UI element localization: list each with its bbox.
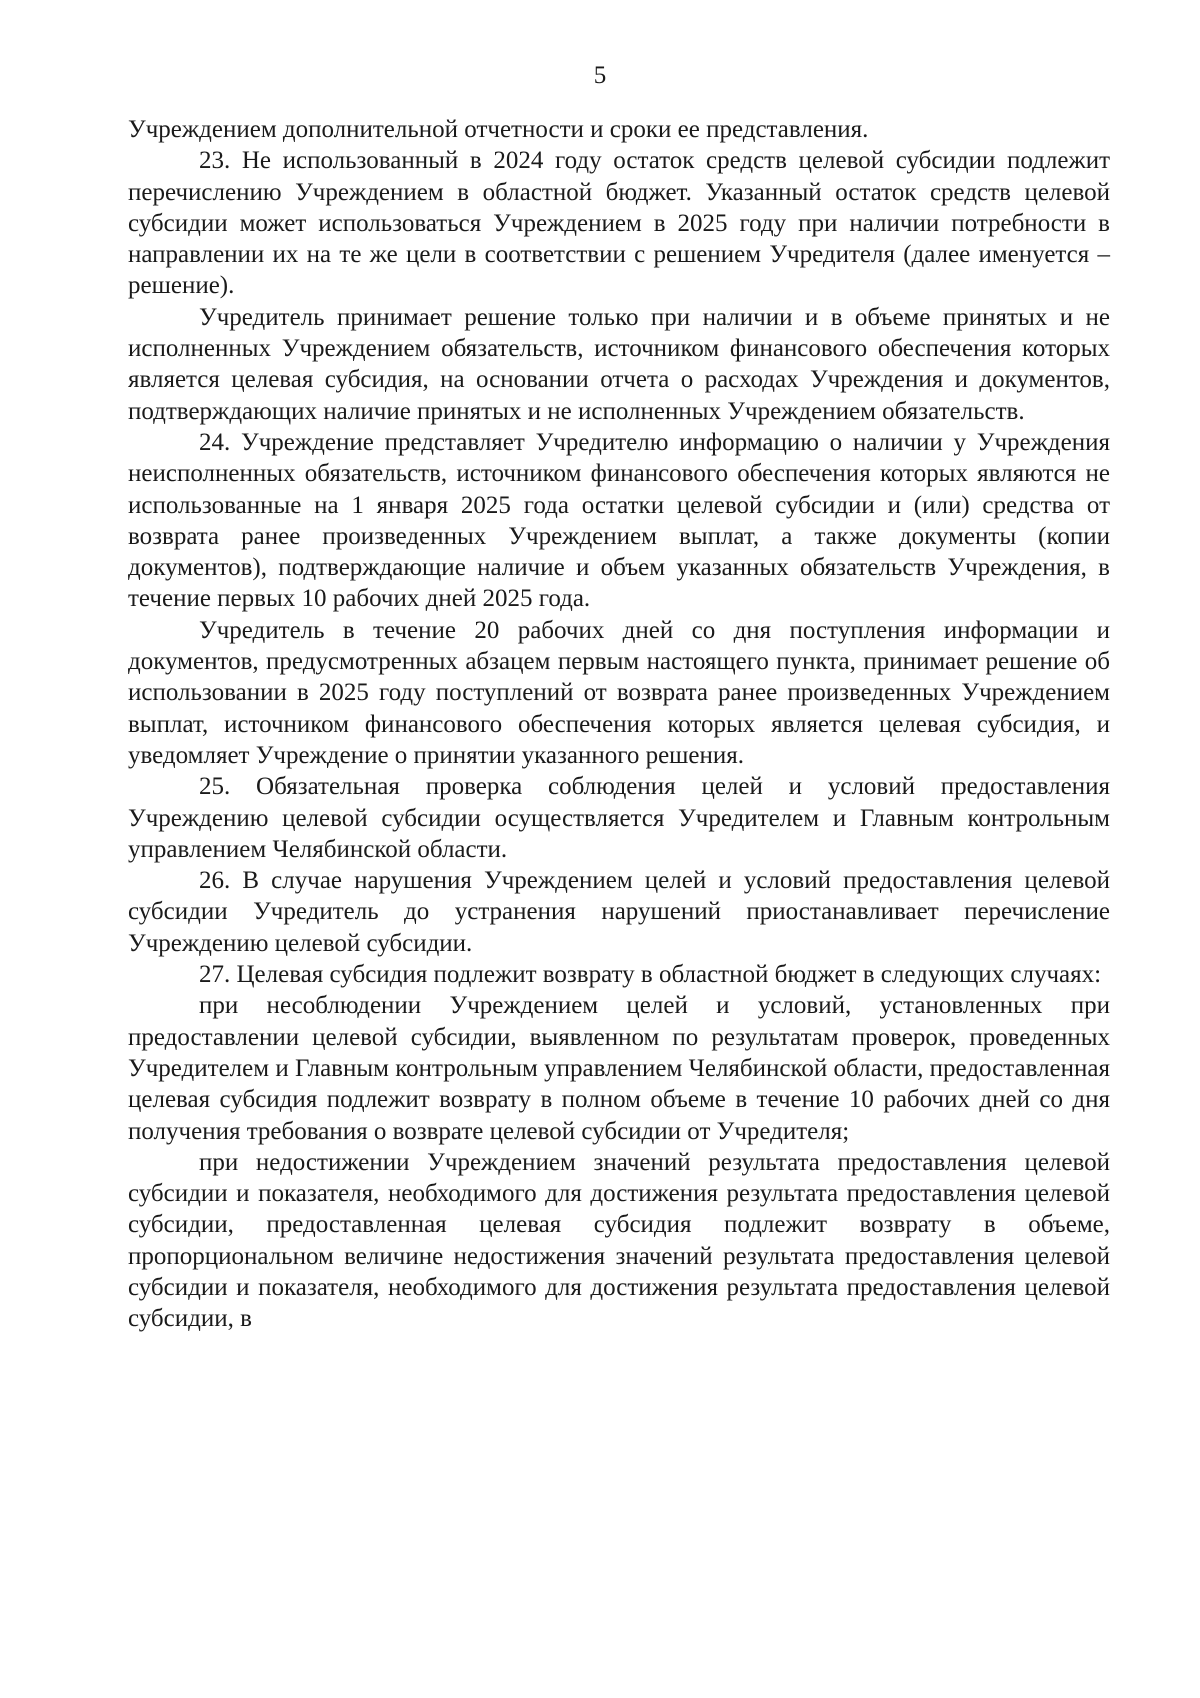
paragraph-founder-decision: Учредитель принимает решение только при наличии и в объеме принятых и не исполненных Учреждением обязательств, источником финансового обеспечения которых является целевая субсидия, на основании отчета о расходах Учреждения и документов, подтверждающих наличие принятых и не исполненных Учреждением обязательств. (128, 303, 1110, 425)
document-body (128, 114, 1110, 1335)
paragraph-item-23: 23. Не использованный в 2024 году остаток средств целевой субсидии подлежит перечислению Учреждением в областной бюджет. Указанный остаток средств целевой субсидии может использоваться Учреждением в 2025 году при наличии потребности в направлении их на те же цели в соответствии с решением Учредителя (далее именуется – решение). (128, 147, 1110, 300)
paragraph-item-26: 26. В случае нарушения Учреждением целей и условий предоставления целевой субсидии Учредитель до устранения нарушений приостанавливает перечисление Учреждению целевой субсидии. (128, 867, 1110, 957)
page-number: 5 (593, 62, 607, 89)
paragraph-founder-20-days: Учредитель в течение 20 рабочих дней со дня поступления информации и документов, предусмотренных абзацем первым настоящего пункта, принимает решение об использовании в 2025 году поступлений от возврата ранее произведенных Учреждением выплат, источником финансового обеспечения которых является целевая субсидия, и уведомляет Учреждение о принятии указанного решения. (128, 616, 1110, 769)
paragraph-item-27: 27. Целевая субсидия подлежит возврату в областной бюджет в следующих случаях: (199, 961, 1102, 989)
paragraph-noncompliance: при несоблюдении Учреждением целей и условий, установленных при предоставлении целевой субсидии, выявленном по результатам проверок, проведенных Учредителем и Главным контрольным управлением Челябинской области, предоставленная целевая субсидия подлежит возврату в полном объеме в течение 10 рабочих дней со дня получения требования о возврате целевой субсидии от Учредителя; (128, 992, 1110, 1145)
paragraph-item-24: 24. Учреждение представляет Учредителю информацию о наличии у Учреждения неисполненных обязательств, источником финансового обеспечения которых являются не использованные на 1 января 2025 года остатки целевой субсидии и (или) средства от возврата ранее произведенных Учреждением выплат, а также документы (копии документов), подтверждающие наличие и объем указанных обязательств Учреждения, в течение первых 10 рабочих дней 2025 года. (128, 428, 1110, 613)
paragraph-nonachievement: при недостижении Учреждением значений результата предоставления целевой субсидии и показателя, необходимого для достижения результата предоставления целевой субсидии, предоставленная целевая субсидия подлежит возврату в объеме, пропорциональном величине недостижения значений результата предоставления целевой субсидии и показателя, необходимого для достижения результата предоставления целевой субсидии, в (128, 1148, 1110, 1333)
paragraph-item-25: 25. Обязательная проверка соблюдения целей и условий предоставления Учреждению целевой субсидии осуществляется Учредителем и Главным контрольным управлением Челябинской области. (128, 773, 1110, 863)
paragraph-continuation: Учреждением дополнительной отчетности и сроки ее представления. (128, 116, 869, 143)
